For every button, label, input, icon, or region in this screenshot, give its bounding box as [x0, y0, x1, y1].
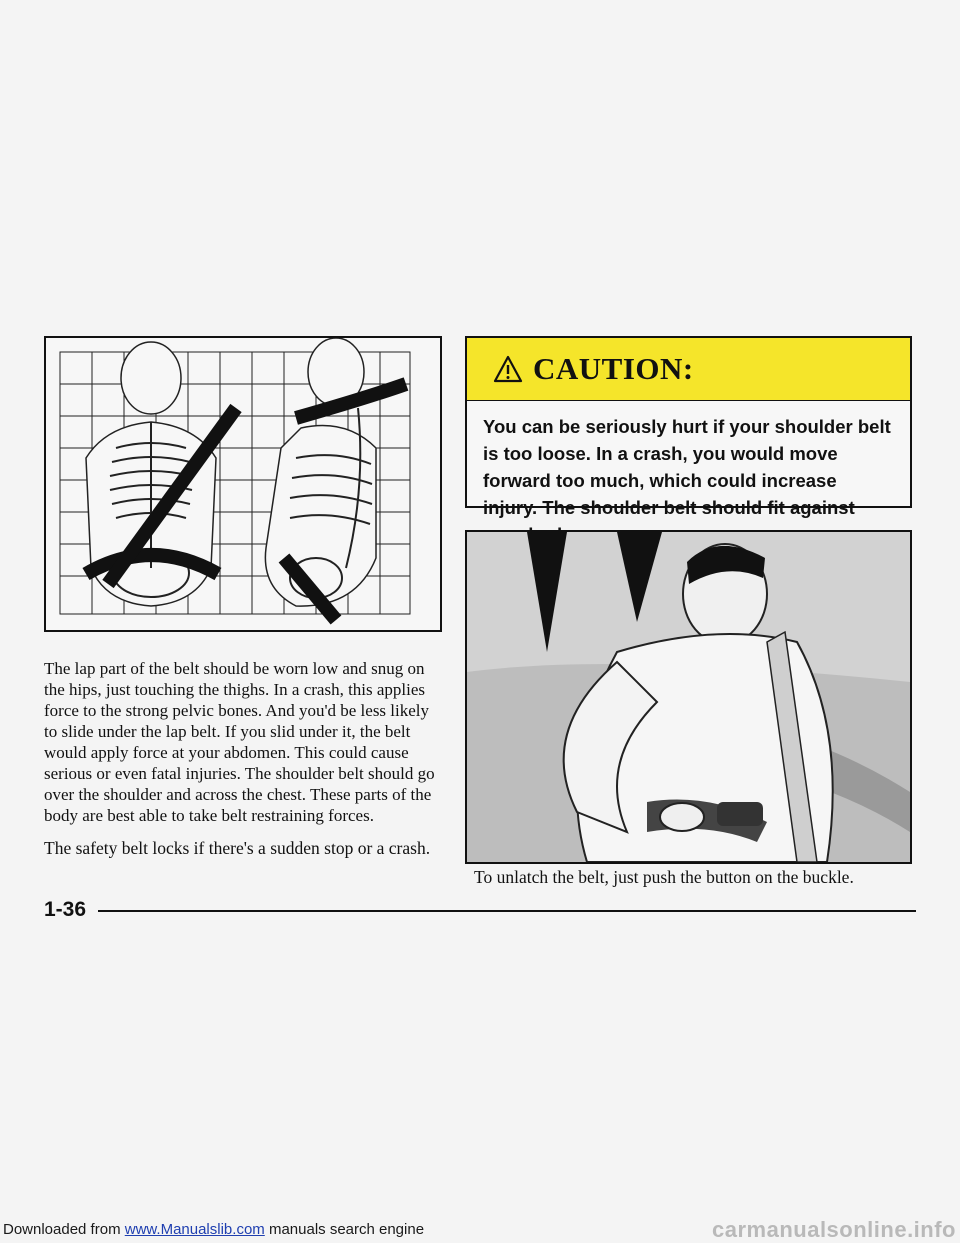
page-number: 1-36 — [44, 898, 87, 921]
skeleton-diagram — [46, 338, 440, 630]
watermark-prefix: Downloaded from — [3, 1221, 125, 1238]
watermark-suffix: manuals search engine — [264, 1221, 425, 1238]
watermark-site: carmanualsonline.info — [712, 1217, 956, 1242]
unlatch-caption: To unlatch the belt, just push the button on the buckle. — [474, 867, 854, 887]
belt-position-illustration — [44, 336, 442, 632]
caution-text: You can be seriously hurt if your shoulder belt is too loose. In a crash, you would move forward too much, which could increase injury. The shoulder belt should fit against — [483, 416, 891, 518]
warning-triangle-icon — [493, 355, 523, 383]
watermark-source — [3, 1221, 424, 1238]
safety-belt-lock-paragraph: The safety belt locks if there's a sudden stop or a crash. — [44, 838, 431, 858]
caution-header — [467, 338, 910, 401]
man-unlatching-belt-drawing — [467, 532, 910, 862]
buckle-release-illustration — [465, 530, 912, 864]
caution-title: CAUTION: — [533, 351, 694, 386]
caution-box — [465, 336, 912, 518]
page-rule — [98, 910, 916, 912]
manualslib-link[interactable]: www.Manualslib.com — [124, 1221, 265, 1238]
lap-belt-paragraph: The lap part of the belt should be worn low and snug on the hips, just touching the thighs. In a crash, this applies force to the strong pelvic bones. And you'd be less likely to slide under the lap belt. If you slid under it, the belt would apply force at your abdomen. This could cause serious or even fatal injuries. The shoulder belt should go over the shoulder and across the chest. These parts of the body are best able to take belt restraining forces. — [44, 659, 435, 825]
download-watermark — [0, 1215, 960, 1242]
